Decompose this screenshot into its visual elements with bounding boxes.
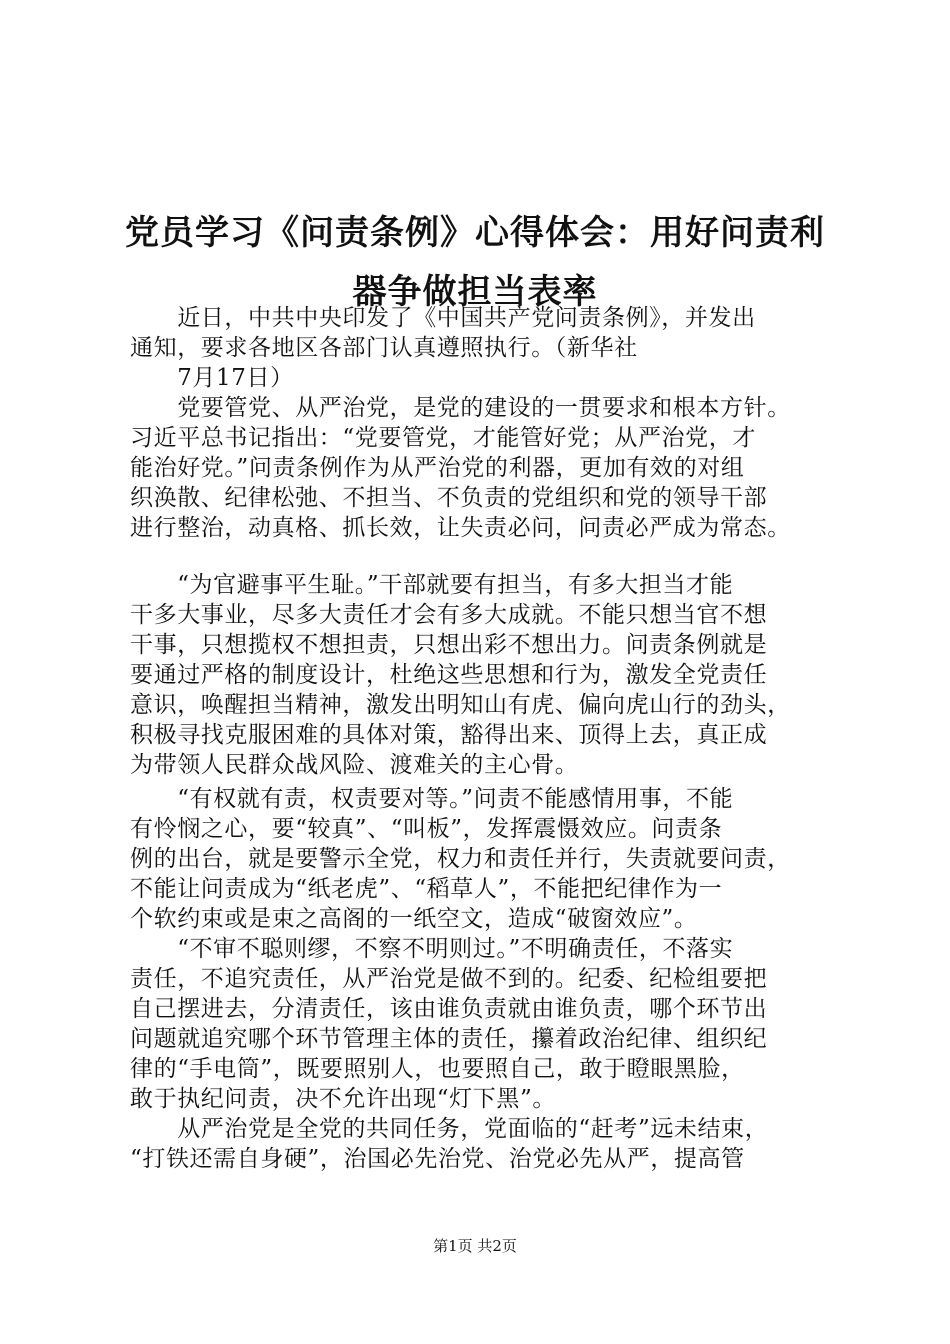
body-line: 从严治党是全党的共同任务，党面临的“赶考”远未结束， bbox=[130, 1116, 769, 1142]
body-line: 问题就追究哪个环节管理主体的责任，攥着政治纪律、组织纪 bbox=[130, 1026, 768, 1052]
body-line: 织涣散、纪律松弛、不担当、不负责的党组织和党的领导干部 bbox=[130, 485, 768, 511]
body-line: 通知，要求各地区各部门认真遵照执行。（新华社 bbox=[130, 335, 638, 361]
body-line: 习近平总书记指出：“党要管党，才能管好党；从严治党，才 bbox=[130, 425, 756, 451]
body-line: 敢于执纪问责，决不允许出现“灯下黑”。 bbox=[130, 1086, 556, 1112]
body-line: 干事，只想揽权不想担责，只想出彩不想出力。问责条例就是 bbox=[130, 632, 768, 658]
body-line: 律的“手电筒”，既要照别人，也要照自己，敢于瞪眼黑脸， bbox=[130, 1056, 745, 1082]
body-line: 近日，中共中央印发了《中国共产党问责条例》，并发出 bbox=[130, 305, 756, 331]
body-line: “不审不聪则缪，不察不明则过。”不明确责任，不落实 bbox=[130, 936, 734, 962]
body-line: 有怜悯之心，要“较真”、“叫板”，发挥震慑效应。问责条 bbox=[130, 816, 723, 842]
body-line: 要通过严格的制度设计，杜绝这些思想和行为，激发全党责任 bbox=[130, 662, 768, 688]
body-line: 个软约束或是束之高阁的一纸空文，造成“破窗效应”。 bbox=[130, 906, 698, 932]
body-line: “为官避事平生耻。”干部就要有担当，有多大担当才能 bbox=[130, 572, 734, 598]
body-line: 积极寻找克服困难的具体对策，豁得出来、顶得上去，真正成 bbox=[130, 722, 768, 748]
body-line: 干多大事业，尽多大责任才会有多大成就。不能只想当官不想 bbox=[130, 602, 768, 628]
body-line: 为带领人民群众战风险、渡难关的主心骨。 bbox=[130, 752, 579, 778]
body-line: 党要管党、从严治党，是党的建设的一贯要求和根本方针。 bbox=[130, 395, 791, 421]
body-line: 不能让问责成为“纸老虎”、“稻草人”，不能把纪律作为一 bbox=[130, 876, 723, 902]
body-line: 进行整治，动真格、抓长效，让失责必问，问责必严成为常态。 bbox=[130, 515, 791, 541]
title-line-1: 党员学习《问责条例》心得体会：用好问责利 bbox=[125, 212, 825, 253]
body-line: “打铁还需自身硬”，治国必先治党、治党必先从严，提高管 bbox=[130, 1146, 745, 1172]
body-line: 自己摆进去，分清责任，该由谁负责就由谁负责，哪个环节出 bbox=[130, 996, 768, 1022]
body-line: “有权就有责，权责要对等。”问责不能感情用事，不能 bbox=[130, 786, 734, 812]
body-line: 意识，唤醒担当精神，激发出明知山有虎、偏向虎山行的劲头， bbox=[130, 692, 791, 718]
body-line: 7月17日） bbox=[130, 365, 294, 391]
page-number-footer: 第1页 共2页 bbox=[433, 1237, 517, 1255]
body-line: 例的出台，就是要警示全党，权力和责任并行，失责就要问责， bbox=[130, 846, 791, 872]
title-line-2: 器争做担当表率 bbox=[352, 271, 598, 312]
body-line: 能治好党。”问责条例作为从严治党的利器，更加有效的对组 bbox=[130, 455, 745, 481]
body-line: 责任，不追究责任，从严治党是做不到的。纪委、纪检组要把 bbox=[130, 966, 768, 992]
